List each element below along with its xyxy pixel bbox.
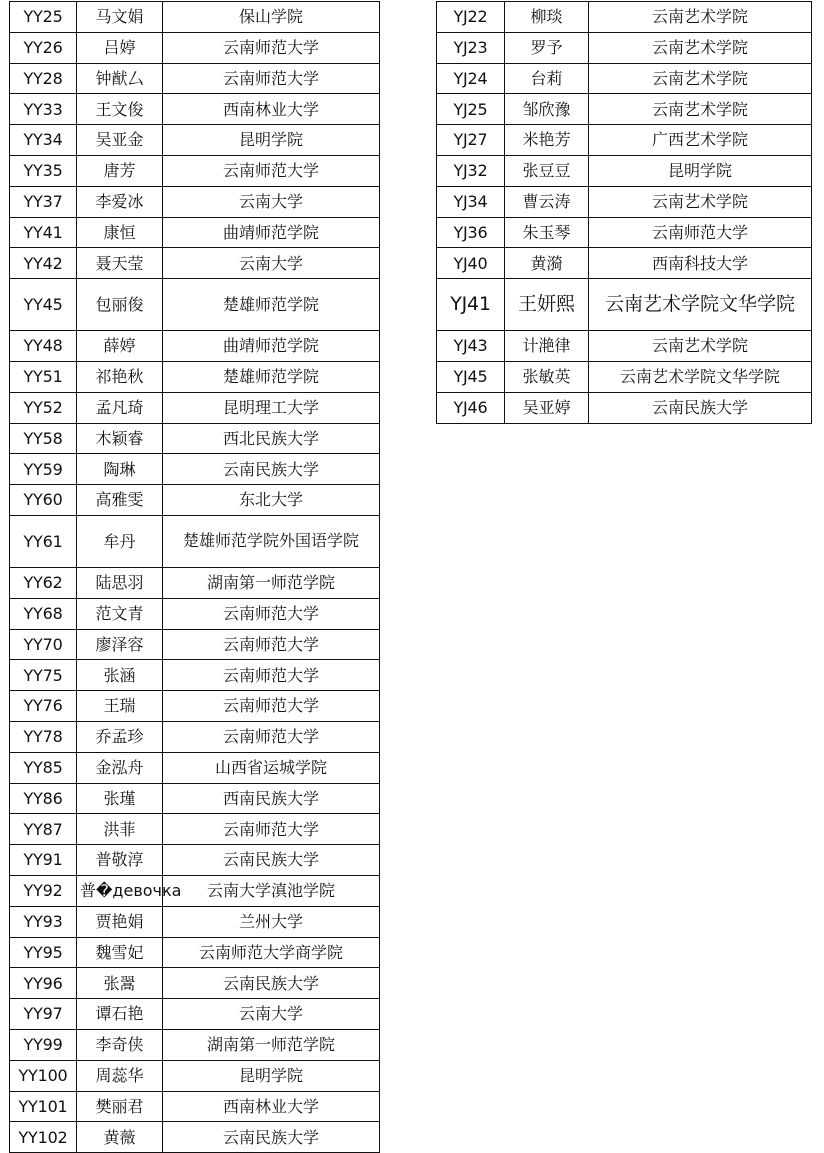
- student-id-cell: YY34: [10, 125, 77, 156]
- school-name-cell: 东北大学: [163, 485, 380, 516]
- table-row: [10, 515, 380, 567]
- school-name-cell: 西南民族大学: [163, 783, 380, 814]
- student-name-cell: 樊丽君: [77, 1091, 163, 1122]
- student-id-cell: YY70: [10, 629, 77, 660]
- school-name-cell: 云南艺术学院: [589, 2, 812, 33]
- student-name-cell: 高雅雯: [77, 485, 163, 516]
- left-roster-body: [10, 2, 380, 1153]
- table-row: [10, 1091, 380, 1122]
- table-row: [10, 2, 380, 33]
- table-row: [10, 845, 380, 876]
- student-name-cell: 吴亚婷: [505, 392, 589, 423]
- student-id-cell: YY76: [10, 691, 77, 722]
- student-id-cell: YY100: [10, 1060, 77, 1091]
- school-name-cell: 昆明理工大学: [163, 392, 380, 423]
- student-name-cell: 曹云涛: [505, 186, 589, 217]
- school-name-cell: 云南大学: [163, 999, 380, 1030]
- student-name-cell: 祁艳秋: [77, 361, 163, 392]
- student-id-cell: YY42: [10, 248, 77, 279]
- student-name-cell: 黄薇: [77, 1122, 163, 1153]
- student-id-cell: YY95: [10, 937, 77, 968]
- school-name-cell: 楚雄师范学院: [163, 279, 380, 331]
- student-name-cell: 朱玉琴: [505, 217, 589, 248]
- student-name-cell: 张敏英: [505, 361, 589, 392]
- table-row: [437, 248, 812, 279]
- student-id-cell: YY60: [10, 485, 77, 516]
- student-name-cell: 普�девочка: [77, 875, 163, 906]
- school-name-cell: 云南师范大学: [163, 155, 380, 186]
- school-name-cell: 云南大学: [163, 186, 380, 217]
- student-name-cell: 钟猷厶: [77, 63, 163, 94]
- table-row: [10, 392, 380, 423]
- school-name-cell: 西南林业大学: [163, 94, 380, 125]
- table-row: [10, 1122, 380, 1153]
- table-row: [10, 660, 380, 691]
- school-name-cell: 云南艺术学院: [589, 63, 812, 94]
- school-name-cell: 云南艺术学院: [589, 32, 812, 63]
- student-name-cell: 计滟律: [505, 331, 589, 362]
- table-row: [10, 629, 380, 660]
- table-row: [10, 94, 380, 125]
- student-id-cell: YY28: [10, 63, 77, 94]
- table-row: [437, 279, 812, 331]
- student-id-cell: YJ46: [437, 392, 505, 423]
- student-name-cell: 王瑞: [77, 691, 163, 722]
- student-id-cell: YY91: [10, 845, 77, 876]
- school-name-cell: 云南艺术学院: [589, 94, 812, 125]
- student-name-cell: 王文俊: [77, 94, 163, 125]
- student-id-cell: YY26: [10, 32, 77, 63]
- student-name-cell: 罗予: [505, 32, 589, 63]
- table-row: [437, 392, 812, 423]
- table-row: [10, 248, 380, 279]
- table-row: [10, 1060, 380, 1091]
- student-id-cell: YY97: [10, 999, 77, 1030]
- student-name-cell: 米艳芳: [505, 125, 589, 156]
- table-row: [10, 567, 380, 598]
- table-row: [10, 186, 380, 217]
- student-id-cell: YY102: [10, 1122, 77, 1153]
- student-name-cell: 邹欣豫: [505, 94, 589, 125]
- student-id-cell: YJ27: [437, 125, 505, 156]
- table-row: [437, 217, 812, 248]
- school-name-cell: 广西艺术学院: [589, 125, 812, 156]
- school-name-cell: 曲靖师范学院: [163, 331, 380, 362]
- student-name-cell: 陶琳: [77, 454, 163, 485]
- school-name-cell: 湖南第一师范学院: [163, 1029, 380, 1060]
- table-row: [10, 1029, 380, 1060]
- student-id-cell: YJ40: [437, 248, 505, 279]
- student-name-cell: 聂天莹: [77, 248, 163, 279]
- school-name-cell: 云南艺术学院: [589, 186, 812, 217]
- school-name-cell: 曲靖师范学院: [163, 217, 380, 248]
- school-name-cell: 山西省运城学院: [163, 752, 380, 783]
- student-name-cell: 乔孟珍: [77, 721, 163, 752]
- school-name-cell: 云南师范大学: [163, 721, 380, 752]
- student-name-cell: 柳琰: [505, 2, 589, 33]
- student-name-cell: 王妍熙: [505, 279, 589, 331]
- school-name-cell: 云南师范大学: [163, 629, 380, 660]
- table-row: [437, 155, 812, 186]
- school-name-cell: 云南大学滇池学院: [163, 875, 380, 906]
- school-name-cell: 云南师范大学: [163, 814, 380, 845]
- student-id-cell: YY37: [10, 186, 77, 217]
- student-id-cell: YY52: [10, 392, 77, 423]
- student-name-cell: 台莉: [505, 63, 589, 94]
- school-name-cell: 西北民族大学: [163, 423, 380, 454]
- table-row: [437, 331, 812, 362]
- student-name-cell: 李爱冰: [77, 186, 163, 217]
- student-id-cell: YY68: [10, 598, 77, 629]
- school-name-cell: 兰州大学: [163, 906, 380, 937]
- table-row: [10, 331, 380, 362]
- student-id-cell: YJ36: [437, 217, 505, 248]
- student-name-cell: 木颖睿: [77, 423, 163, 454]
- table-row: [10, 454, 380, 485]
- school-name-cell: 云南师范大学商学院: [163, 937, 380, 968]
- table-row: [10, 875, 380, 906]
- school-name-cell: 云南师范大学: [589, 217, 812, 248]
- school-name-cell: 云南大学: [163, 248, 380, 279]
- student-name-cell: 牟丹: [77, 515, 163, 567]
- school-name-cell: 云南民族大学: [163, 845, 380, 876]
- table-row: [10, 783, 380, 814]
- student-id-cell: YY93: [10, 906, 77, 937]
- student-name-cell: 唐芳: [77, 155, 163, 186]
- school-name-cell: 西南科技大学: [589, 248, 812, 279]
- student-id-cell: YY58: [10, 423, 77, 454]
- school-name-cell: 云南民族大学: [163, 1122, 380, 1153]
- school-name-cell: 昆明学院: [163, 1060, 380, 1091]
- student-id-cell: YY61: [10, 515, 77, 567]
- student-id-cell: YY101: [10, 1091, 77, 1122]
- student-id-cell: YJ24: [437, 63, 505, 94]
- student-id-cell: YY59: [10, 454, 77, 485]
- table-row: [437, 125, 812, 156]
- student-name-cell: 张豆豆: [505, 155, 589, 186]
- table-row: [10, 485, 380, 516]
- school-name-cell: 西南林业大学: [163, 1091, 380, 1122]
- student-name-cell: 薛婷: [77, 331, 163, 362]
- table-row: [10, 32, 380, 63]
- student-id-cell: YY92: [10, 875, 77, 906]
- table-row: [10, 999, 380, 1030]
- student-name-cell: 范文青: [77, 598, 163, 629]
- school-name-cell: 保山学院: [163, 2, 380, 33]
- table-row: [10, 125, 380, 156]
- school-name-cell: 云南师范大学: [163, 598, 380, 629]
- school-name-cell: 湖南第一师范学院: [163, 567, 380, 598]
- table-row: [10, 691, 380, 722]
- table-row: [437, 63, 812, 94]
- school-name-cell: 云南民族大学: [163, 454, 380, 485]
- student-name-cell: 吴亚金: [77, 125, 163, 156]
- school-name-cell: 云南师范大学: [163, 32, 380, 63]
- table-row: [10, 906, 380, 937]
- table-row: [10, 598, 380, 629]
- student-id-cell: YY41: [10, 217, 77, 248]
- table-row: [10, 217, 380, 248]
- table-row: [437, 361, 812, 392]
- table-row: [10, 752, 380, 783]
- left-roster-table: [9, 1, 380, 1153]
- right-roster-body: [437, 2, 812, 424]
- student-name-cell: 李奇侠: [77, 1029, 163, 1060]
- school-name-cell: 云南艺术学院文华学院: [589, 279, 812, 331]
- student-id-cell: YJ32: [437, 155, 505, 186]
- student-id-cell: YJ23: [437, 32, 505, 63]
- student-id-cell: YY78: [10, 721, 77, 752]
- student-name-cell: 陆思羽: [77, 567, 163, 598]
- school-name-cell: 云南艺术学院: [589, 331, 812, 362]
- student-id-cell: YJ34: [437, 186, 505, 217]
- school-name-cell: 云南师范大学: [163, 660, 380, 691]
- table-row: [10, 63, 380, 94]
- table-row: [10, 361, 380, 392]
- school-name-cell: 昆明学院: [589, 155, 812, 186]
- student-name-cell: 廖泽容: [77, 629, 163, 660]
- student-name-cell: 马文娟: [77, 2, 163, 33]
- student-id-cell: YY62: [10, 567, 77, 598]
- student-name-cell: 康恒: [77, 217, 163, 248]
- student-name-cell: 黄漪: [505, 248, 589, 279]
- student-id-cell: YJ25: [437, 94, 505, 125]
- student-name-cell: 魏雪妃: [77, 937, 163, 968]
- student-name-cell: 包丽俊: [77, 279, 163, 331]
- student-name-cell: 张瑾: [77, 783, 163, 814]
- student-name-cell: 洪菲: [77, 814, 163, 845]
- student-id-cell: YY35: [10, 155, 77, 186]
- table-row: [437, 186, 812, 217]
- student-name-cell: 普敬淳: [77, 845, 163, 876]
- student-id-cell: YY75: [10, 660, 77, 691]
- student-id-cell: YY85: [10, 752, 77, 783]
- student-id-cell: YY48: [10, 331, 77, 362]
- school-name-cell: 楚雄师范学院外国语学院: [163, 515, 380, 567]
- table-row: [10, 721, 380, 752]
- school-name-cell: 云南民族大学: [163, 968, 380, 999]
- student-name-cell: 张涵: [77, 660, 163, 691]
- table-row: [10, 155, 380, 186]
- table-row: [437, 32, 812, 63]
- student-id-cell: YY87: [10, 814, 77, 845]
- student-id-cell: YY51: [10, 361, 77, 392]
- school-name-cell: 云南师范大学: [163, 691, 380, 722]
- right-roster-table: [436, 1, 812, 424]
- student-name-cell: 金泓舟: [77, 752, 163, 783]
- table-row: [10, 279, 380, 331]
- table-row: [10, 968, 380, 999]
- student-id-cell: YJ43: [437, 331, 505, 362]
- student-name-cell: 贾艳娟: [77, 906, 163, 937]
- student-id-cell: YJ45: [437, 361, 505, 392]
- student-id-cell: YY45: [10, 279, 77, 331]
- student-name-cell: 周蕊华: [77, 1060, 163, 1091]
- table-row: [437, 94, 812, 125]
- student-name-cell: 张翯: [77, 968, 163, 999]
- student-id-cell: YY33: [10, 94, 77, 125]
- student-name-cell: 吕婷: [77, 32, 163, 63]
- student-id-cell: YY25: [10, 2, 77, 33]
- student-name-cell: 谭石艳: [77, 999, 163, 1030]
- student-id-cell: YJ41: [437, 279, 505, 331]
- table-row: [437, 2, 812, 33]
- school-name-cell: 云南师范大学: [163, 63, 380, 94]
- school-name-cell: 云南艺术学院文华学院: [589, 361, 812, 392]
- school-name-cell: 云南民族大学: [589, 392, 812, 423]
- table-row: [10, 814, 380, 845]
- table-row: [10, 423, 380, 454]
- school-name-cell: 昆明学院: [163, 125, 380, 156]
- student-id-cell: YJ22: [437, 2, 505, 33]
- student-id-cell: YY99: [10, 1029, 77, 1060]
- school-name-cell: 楚雄师范学院: [163, 361, 380, 392]
- student-id-cell: YY86: [10, 783, 77, 814]
- student-id-cell: YY96: [10, 968, 77, 999]
- table-row: [10, 937, 380, 968]
- student-name-cell: 孟凡琦: [77, 392, 163, 423]
